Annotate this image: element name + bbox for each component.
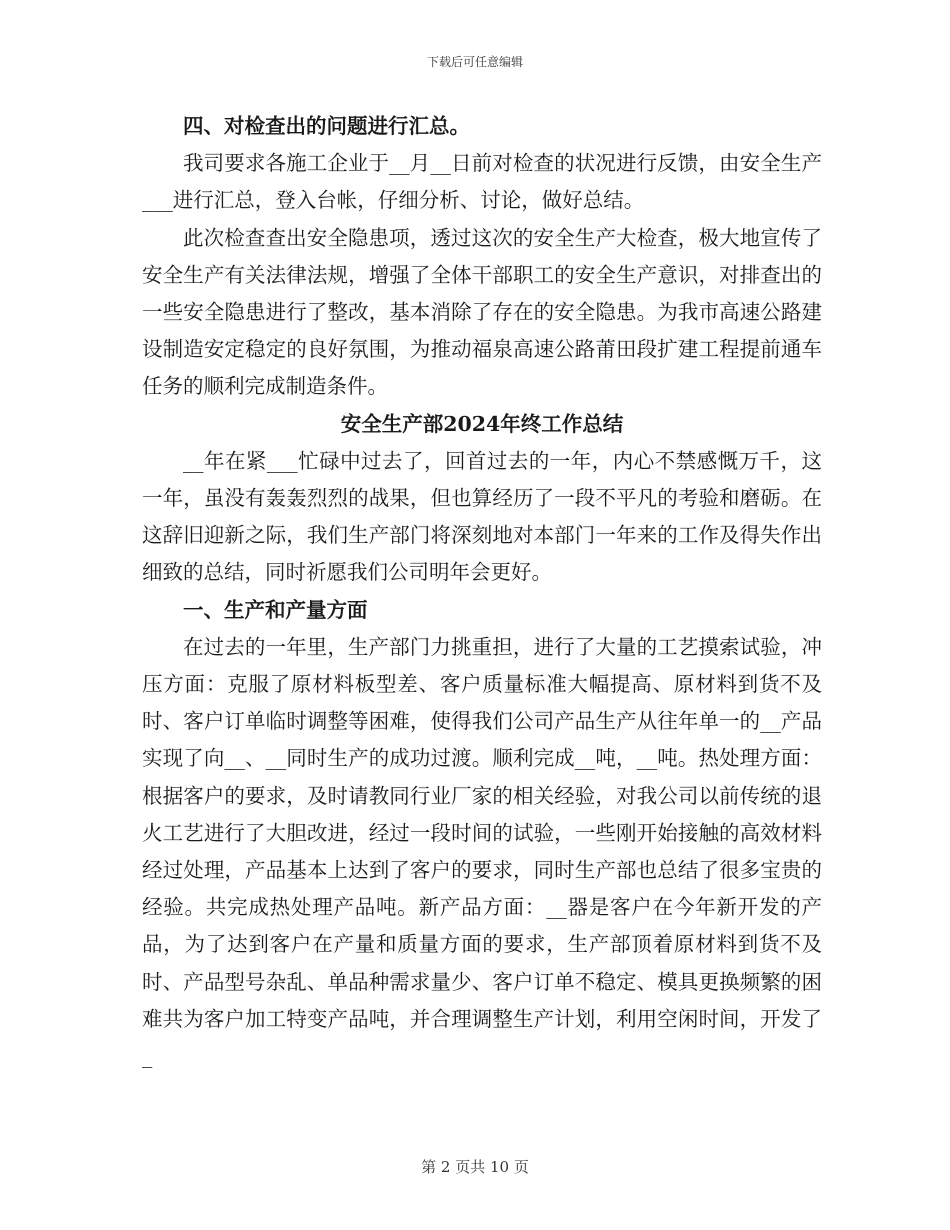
section-four-paragraph-2: 此次检查查出安全隐患项，透过这次的安全生产大检查，极大地宣传了安全生产有关法律法规，增强了全体干部职工的安全生产意识，对排查出的一些安全隐患进行了整改，基本消除了存在的安全隐患。为我市高速公路建设制造安定稳定的良好氛围，为推动福泉高速公路莆田段扩建工程提前通车任务的顺利完成制造条件。 — [142, 225, 822, 399]
section-one-heading: 一、生产和产量方面 — [183, 597, 368, 622]
page-footer: 第 2 页共 10 页 — [421, 1158, 529, 1176]
section-four-heading: 四、对检查出的问题进行汇总。 — [183, 114, 470, 138]
section-four-paragraph-1: 我司要求各施工企业于__月__日前对检查的状况进行反馈，由安全生产___进行汇总，登入台帐，仔细分析、讨论，做好总结。 — [142, 151, 822, 213]
section-one-paragraph: 在过去的一年里，生产部门力挑重担，进行了大量的工艺摸索试验，冲压方面：克服了原材料板型差、客户质量标准大幅提高、原材料到货不及时、客户订单临时调整等困难，使得我们公司产品生产从往年单一的__产品实现了向__、__同时生产的成功过渡。顺利完成__吨，__吨。热处理方面：根据客户的要求，及时请教同行业厂家的相关经验，对我公司以前传统的退火工艺进行了大胆改进，经过一段时间的试验，一些刚开始接触的高效材料经过处理，产品基本上达到了客户的要求，同时生产部也总结了很多宝贵的经验。共完成热处理产品吨。新产品方面：__器是客户在今年新开发的产品，为了达到客户在产量和质量方面的要求，生产部顶着原材料到货不及时、产品型号杂乱、单品种需求量少、客户订单不稳定、模具更换频繁的困难共为客户加工特变产品吨，并合理调整生产计划，利用空闲时间，开发了_ — [142, 634, 822, 1069]
intro-paragraph: __年在紧___忙碌中过去了，回首过去的一年，内心不禁感慨万千，这一年，虽没有轰轰烈烈的战果，但也算经历了一段不平凡的考验和磨砺。在这辞旧迎新之际，我们生产部门将深刻地对本部门一年来的工作及得失作出细致的总结，同时祈愿我们公司明年会更好。 — [142, 448, 822, 585]
page-header: 下载后可任意编辑 — [426, 55, 523, 69]
document-title: 安全生产部2024年终工作总结 — [340, 411, 624, 436]
document-body — [142, 108, 822, 1075]
